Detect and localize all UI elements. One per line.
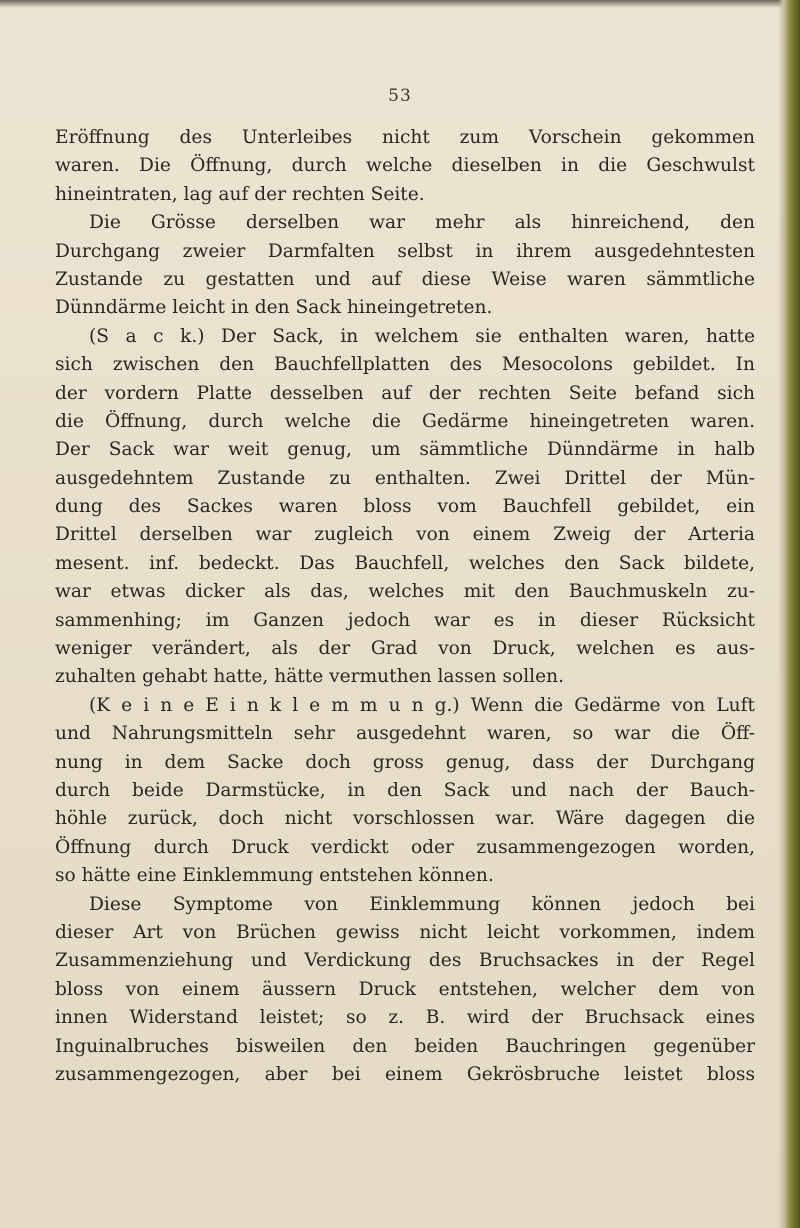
text-line: innen Widerstand leistet; so z. B. wird der Bruchsack eines bbox=[55, 1007, 755, 1029]
page-top-shadow bbox=[0, 0, 800, 8]
text-line: Zustande zu gestatten und auf diese Weise waren sämmtliche bbox=[55, 268, 755, 290]
text-line: durch beide Darmstücke, in den Sack und nach der Bauch- bbox=[55, 779, 755, 801]
text-line: Öffnung durch Druck verdickt oder zusammengezogen worden, bbox=[55, 836, 755, 858]
text-line: Durchgang zweier Darmfalten selbst in ihrem ausgedehntesten bbox=[55, 240, 755, 262]
text-line: höhle zurück, doch nicht vorschlossen war. Wäre dagegen die bbox=[55, 808, 755, 830]
page-binding-edge bbox=[778, 0, 800, 1228]
text-line: waren. Die Öffnung, durch welche dieselben in die Geschwulst bbox=[55, 155, 755, 177]
text-line: weniger verändert, als der Grad von Druck, welchen es aus- bbox=[55, 638, 755, 660]
body-text bbox=[55, 124, 755, 1089]
text-line: hineintraten, lag auf der rechten Seite. bbox=[55, 183, 425, 205]
text-line: Die Grösse derselben war mehr als hinreichend, den bbox=[89, 212, 755, 234]
text-line: Inguinalbruches bisweilen den beiden Bauchringen gegenüber bbox=[55, 1035, 755, 1057]
text-line: zusammengezogen, aber bei einem Gekrösbruche leistet bloss bbox=[55, 1063, 755, 1085]
page-number: 53 bbox=[388, 86, 412, 106]
text-line: dieser Art von Brüchen gewiss nicht leicht vorkommen, indem bbox=[55, 921, 755, 943]
text-line: bloss von einem äussern Druck entstehen, welcher dem von bbox=[55, 978, 755, 1000]
text-line: der vordern Platte desselben auf der rechten Seite befand sich bbox=[55, 382, 755, 404]
text-line: Diese Symptome von Einklemmung können jedoch bei bbox=[89, 893, 755, 915]
text-line: sammenhing; im Ganzen jedoch war es in dieser Rücksicht bbox=[55, 609, 755, 631]
text-line: mesent. inf. bedeckt. Das Bauchfell, welches den Sack bildete, bbox=[55, 552, 755, 574]
text-line: Drittel derselben war zugleich von einem Zweig der Arteria bbox=[55, 524, 755, 546]
text-line: (S a c k.) Der Sack, in welchem sie enthalten waren, hatte bbox=[89, 325, 755, 347]
text-line: nung in dem Sacke doch gross genug, dass der Durchgang bbox=[55, 751, 755, 773]
text-line: Dünndärme leicht in den Sack hineingetreten. bbox=[55, 297, 493, 319]
text-line: zuhalten gehabt hatte, hätte vermuthen lassen sollen. bbox=[55, 666, 565, 688]
text-line: sich zwischen den Bauchfellplatten des Mesocolons gebildet. In bbox=[55, 354, 755, 376]
text-line: und Nahrungsmitteln sehr ausgedehnt waren, so war die Öff- bbox=[55, 723, 755, 745]
text-line: ausgedehntem Zustande zu enthalten. Zwei Drittel der Mün- bbox=[55, 467, 755, 489]
text-line: Eröffnung des Unterleibes nicht zum Vorschein gekommen bbox=[55, 127, 755, 148]
text-line: die Öffnung, durch welche die Gedärme hineingetreten waren. bbox=[55, 410, 755, 432]
text-line: dung des Sackes waren bloss vom Bauchfell gebildet, ein bbox=[55, 496, 755, 518]
text-line: war etwas dicker als das, welches mit den Bauchmuskeln zu- bbox=[55, 581, 755, 603]
text-line: Zusammenziehung und Verdickung des Bruchsackes in der Regel bbox=[55, 950, 755, 972]
text-line: Der Sack war weit genug, um sämmtliche Dünndärme in halb bbox=[55, 439, 755, 461]
text-line: (K e i n e E i n k l e m m u n g.) Wenn die Gedärme von Luft bbox=[89, 694, 755, 716]
text-line: so hätte eine Einklemmung entstehen können. bbox=[55, 865, 494, 887]
